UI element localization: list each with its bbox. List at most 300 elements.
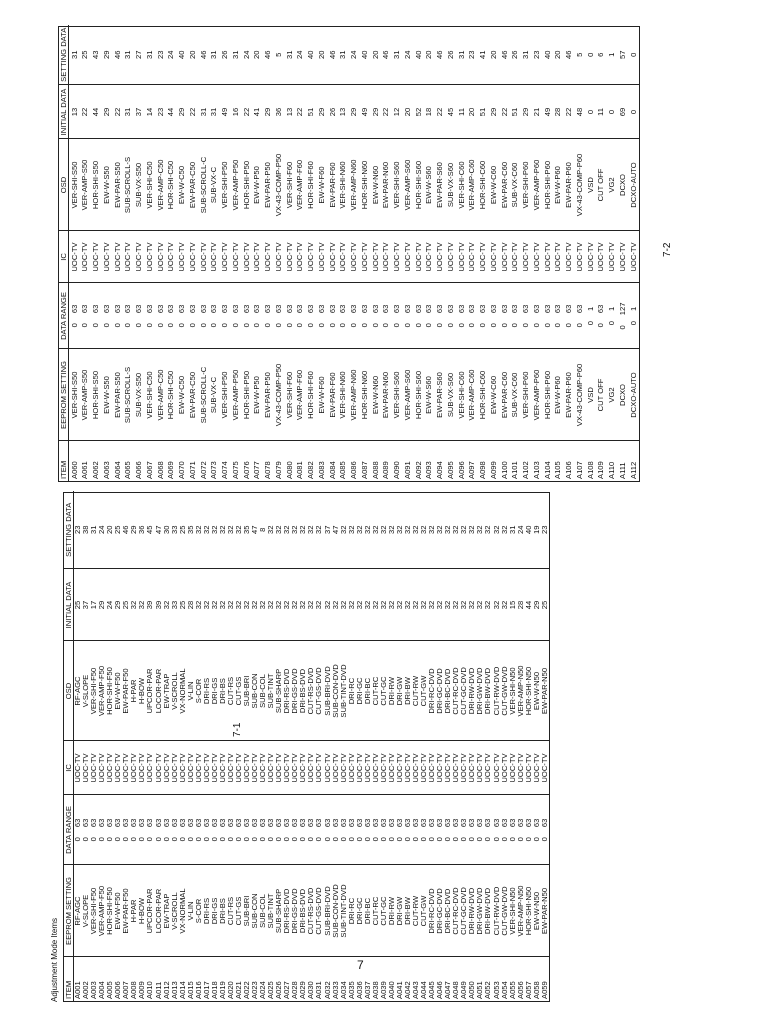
eeprom-setting-cell: SUB-TINT-DVD <box>340 865 348 957</box>
ic-cell: UOC-TV <box>187 741 195 795</box>
data-range-cell <box>252 283 263 349</box>
initial-data-cell: 22 <box>80 85 91 139</box>
ic-cell: UOC-TV <box>327 231 338 283</box>
initial-data-cell: 49 <box>220 85 231 139</box>
eeprom-setting-cell: EW-PAR-C60 <box>499 349 510 441</box>
setting-data-cell: 23 <box>531 25 542 85</box>
setting-data-cell: 32 <box>436 491 444 569</box>
setting-data-cell: 40 <box>359 25 370 85</box>
initial-data-cell: 12 <box>392 85 403 139</box>
setting-data-cell: 32 <box>388 491 396 569</box>
initial-data-cell: 32 <box>227 569 235 641</box>
osd-cell: EW-W-N50 <box>533 641 541 741</box>
osd-cell: SUB-SHARP <box>275 641 283 741</box>
ic-cell: UOC-TV <box>163 741 171 795</box>
range-max: 63 <box>359 304 369 314</box>
eeprom-setting-cell: CUT-GC-DVD <box>460 865 468 957</box>
data-range-cell <box>332 795 340 865</box>
eeprom-setting-cell: VX-43-COMP-P50 <box>273 349 284 441</box>
item-cell: A055 <box>507 981 517 999</box>
ic-cell: UOC-TV <box>259 741 267 795</box>
initial-data-cell: 37 <box>134 85 145 139</box>
item-cell: A006 <box>113 981 123 999</box>
item-cell: A084 <box>327 461 337 479</box>
initial-data-cell: 13 <box>338 85 349 139</box>
item-cell: A040 <box>386 981 396 999</box>
ic-cell: UOC-TV <box>340 741 348 795</box>
data-range-cell <box>509 795 517 865</box>
osd-cell: EW-W-P60 <box>553 139 564 231</box>
data-range-cell <box>163 795 171 865</box>
range-min: 0 <box>483 837 493 842</box>
osd-cell: SUB-BRI-DVD <box>323 641 331 741</box>
range-max: 63 <box>435 818 445 828</box>
range-min: 0 <box>234 837 243 842</box>
setting-data-cell: 32 <box>452 491 460 569</box>
range-max: 63 <box>306 818 316 828</box>
osd-cell: DRI-BW <box>404 641 412 741</box>
data-range-cell <box>541 795 549 865</box>
ic-cell: UOC-TV <box>263 231 274 283</box>
initial-data-cell: 28 <box>553 85 564 139</box>
table-row <box>284 25 295 481</box>
data-range-cell <box>380 795 388 865</box>
osd-cell: VER-AMP-F60 <box>295 139 306 231</box>
data-range-cell <box>500 795 508 865</box>
item-cell: A012 <box>161 981 171 999</box>
setting-data-cell: 31 <box>69 25 80 85</box>
data-range-cell <box>521 283 532 349</box>
table-row <box>144 25 155 481</box>
osd-cell: VX-NORMAL <box>179 641 187 741</box>
ic-cell: UOC-TV <box>323 741 331 795</box>
initial-data-cell: 32 <box>468 569 476 641</box>
ic-cell: UOC-TV <box>553 231 564 283</box>
eeprom-setting-cell: VER-SHI-P60 <box>521 349 532 441</box>
setting-data-cell: 40 <box>413 25 424 85</box>
item-cell: A064 <box>112 461 122 479</box>
eeprom-setting-cell: CUT-RW-DVD <box>492 865 500 957</box>
data-range-cell <box>251 795 259 865</box>
data-range-cell <box>171 795 179 865</box>
range-max: 63 <box>354 818 364 828</box>
osd-cell: EW-W-C50 <box>177 139 188 231</box>
data-range-cell <box>340 795 348 865</box>
ic-cell: UOC-TV <box>275 741 283 795</box>
item-cell: A002 <box>81 981 91 999</box>
initial-data-cell: 39 <box>146 569 154 641</box>
item-cell: A045 <box>427 981 437 999</box>
data-range-cell <box>356 795 364 865</box>
setting-data-cell: 29 <box>101 25 112 85</box>
item-cell: A028 <box>290 981 300 999</box>
ic-cell: UOC-TV <box>138 741 146 795</box>
initial-data-cell: 48 <box>574 85 585 139</box>
range-max: 63 <box>370 304 380 314</box>
data-range-cell <box>370 283 381 349</box>
initial-data-cell: 22 <box>499 85 510 139</box>
range-max: 63 <box>443 818 453 828</box>
initial-data-cell: 29 <box>101 85 112 139</box>
osd-cell: VER-AMP-P50 <box>230 139 241 231</box>
ic-cell: UOC-TV <box>445 231 456 283</box>
range-min: 0 <box>370 837 380 842</box>
setting-data-cell: 57 <box>617 25 628 85</box>
osd-cell: DRI-BS <box>219 641 227 741</box>
item-cell: A111 <box>617 462 627 479</box>
table-row <box>617 25 628 481</box>
setting-data-cell: 0 <box>585 25 596 85</box>
item-cell: A066 <box>134 461 144 479</box>
initial-data-cell: 51 <box>510 85 521 139</box>
osd-cell: SUB-VX-C60 <box>510 139 521 231</box>
data-range-cell <box>531 283 542 349</box>
range-min: 0 <box>306 837 316 842</box>
range-max: 63 <box>161 818 171 828</box>
initial-data-cell: 31 <box>123 85 134 139</box>
osd-cell: EW-PAR-F60 <box>327 139 338 231</box>
osd-cell: HOR-SHI-P50 <box>241 139 252 231</box>
range-max: 63 <box>177 818 187 828</box>
ic-cell: UOC-TV <box>211 741 219 795</box>
range-min: 0 <box>424 323 434 328</box>
range-min: 0 <box>359 323 369 328</box>
setting-data-cell: 46 <box>499 25 510 85</box>
range-min: 0 <box>542 323 552 328</box>
column-header: OSD <box>59 139 69 231</box>
table-row <box>123 25 134 481</box>
table-row <box>134 25 145 481</box>
ic-cell: UOC-TV <box>392 231 403 283</box>
table-row <box>211 491 219 1001</box>
eeprom-setting-cell: V-SCROLL <box>171 865 179 957</box>
osd-cell: HOR-SHI-N50 <box>525 641 533 741</box>
item-cell: A010 <box>145 981 155 999</box>
range-max: 63 <box>105 818 115 828</box>
setting-data-cell: 32 <box>299 491 307 569</box>
range-max: 63 <box>378 818 388 828</box>
ic-cell: UOC-TV <box>235 741 243 795</box>
column-header: OSD <box>64 641 74 741</box>
initial-data-cell: 32 <box>211 569 219 641</box>
range-max: 63 <box>531 304 541 314</box>
item-cell: A039 <box>378 981 388 999</box>
column-header: SETTING DATA <box>59 25 69 85</box>
range-min: 0 <box>242 837 252 842</box>
ic-cell: UOC-TV <box>166 231 177 283</box>
range-min: 0 <box>258 837 268 842</box>
setting-data-cell: 20 <box>424 25 435 85</box>
range-max: 63 <box>411 818 421 828</box>
eeprom-setting-cell: DRI-RW <box>388 865 396 957</box>
data-range-cell <box>267 795 275 865</box>
ic-cell: UOC-TV <box>628 231 639 283</box>
ic-cell: UOC-TV <box>284 231 295 283</box>
setting-data-cell: 24 <box>402 25 413 85</box>
ic-cell: UOC-TV <box>295 231 306 283</box>
item-cell: A029 <box>298 981 308 999</box>
osd-cell: DRI-BS-DVD <box>299 641 307 741</box>
setting-data-cell: 40 <box>306 25 317 85</box>
item-cell: A065 <box>123 461 133 479</box>
initial-data-cell: 22 <box>381 85 392 139</box>
initial-data-cell: 45 <box>445 85 456 139</box>
data-range-cell <box>166 283 177 349</box>
item-cell: A043 <box>411 981 421 999</box>
item-cell: A069 <box>166 461 176 479</box>
range-min: 0 <box>225 837 235 842</box>
setting-data-cell: 31 <box>123 25 134 85</box>
osd-cell: VER-AMP-F50 <box>98 641 106 741</box>
osd-cell: VER-AMP-S50 <box>80 139 91 231</box>
table-row <box>122 491 130 1001</box>
ic-cell: UOC-TV <box>402 231 413 283</box>
ic-cell: UOC-TV <box>356 741 364 795</box>
range-max: 63 <box>491 818 501 828</box>
range-min: 0 <box>81 837 91 842</box>
item-cell: A005 <box>105 981 115 999</box>
range-min: 0 <box>370 323 380 328</box>
initial-data-cell: 32 <box>492 569 500 641</box>
range-max: 63 <box>266 818 276 828</box>
setting-data-cell: 26 <box>510 25 521 85</box>
initial-data-cell: 32 <box>364 569 372 641</box>
initial-data-cell: 13 <box>284 85 295 139</box>
setting-data-cell: 32 <box>267 491 275 569</box>
ic-cell: UOC-TV <box>209 231 220 283</box>
data-range-cell <box>315 795 323 865</box>
item-cell: A092 <box>413 461 423 479</box>
ic-cell: UOC-TV <box>306 231 317 283</box>
data-range-cell <box>91 283 102 349</box>
ic-cell: UOC-TV <box>251 741 259 795</box>
eeprom-setting-cell: UPCOR-PAR <box>146 865 154 957</box>
initial-data-cell: 16 <box>230 85 241 139</box>
item-cell: A007 <box>121 981 131 999</box>
initial-data-cell: 32 <box>130 569 138 641</box>
initial-data-cell: 22 <box>187 85 198 139</box>
range-min: 0 <box>435 323 445 328</box>
range-max: 63 <box>564 304 574 314</box>
data-range-cell <box>444 795 452 865</box>
data-range-cell <box>106 795 114 865</box>
setting-data-cell: 35 <box>243 491 251 569</box>
data-range-cell <box>460 795 468 865</box>
range-max: 63 <box>467 818 477 828</box>
initial-data-cell: 32 <box>323 569 331 641</box>
eeprom-setting-cell: CUT-RW <box>412 865 420 957</box>
ic-cell: UOC-TV <box>564 231 575 283</box>
range-min: 0 <box>209 837 219 842</box>
range-max: 63 <box>242 818 252 828</box>
range-max: 63 <box>145 818 155 828</box>
range-min: 0 <box>523 837 533 842</box>
range-min: 0 <box>507 837 517 842</box>
range-min: 0 <box>394 837 404 842</box>
data-range-cell <box>144 283 155 349</box>
range-min: 0 <box>510 323 520 328</box>
range-max: 63 <box>258 818 268 828</box>
setting-data-cell: 1 <box>607 25 618 85</box>
osd-cell: CUT-RC-DVD <box>452 641 460 741</box>
item-cell: A021 <box>234 981 243 999</box>
item-cell: A063 <box>101 461 111 479</box>
range-max: 63 <box>201 818 211 828</box>
initial-data-cell: 29 <box>316 85 327 139</box>
osd-cell: V-SCROLL <box>171 641 179 741</box>
osd-cell: EW-PAR-C60 <box>499 139 510 231</box>
osd-cell: CUT-GW-DVD <box>500 641 508 741</box>
eeprom-setting-cell: HOR-SHI-N50 <box>525 865 533 957</box>
item-cell: A048 <box>451 981 461 999</box>
item-cell: A034 <box>338 981 348 999</box>
osd-cell: DCXO-AUTO <box>628 139 639 231</box>
page-label-right: 7-2 <box>662 242 673 257</box>
setting-data-cell: 32 <box>211 491 219 569</box>
setting-data-cell: 32 <box>428 491 436 569</box>
range-min: 0 <box>112 323 122 328</box>
range-min: 0 <box>539 837 549 842</box>
initial-data-cell: 22 <box>435 85 446 139</box>
adjustment-table-right <box>58 26 640 482</box>
osd-cell: VG2 <box>607 139 618 231</box>
data-range-cell <box>299 795 307 865</box>
range-max: 63 <box>209 304 219 314</box>
data-range-cell <box>492 795 500 865</box>
data-range-cell <box>424 283 435 349</box>
ic-cell: UOC-TV <box>91 231 102 283</box>
data-range-cell <box>476 795 484 865</box>
eeprom-setting-cell: DRI-RS-DVD <box>283 865 291 957</box>
item-cell: A081 <box>295 461 305 479</box>
range-max: 63 <box>488 304 498 314</box>
eeprom-setting-cell: EW-W-F60 <box>316 349 327 441</box>
eeprom-setting-cell: EW-PAR-P50 <box>263 349 274 441</box>
eeprom-setting-cell: DRI-BS <box>219 865 227 957</box>
column-header: DATA RANGE <box>64 795 74 865</box>
range-max: 63 <box>451 818 461 828</box>
initial-data-cell: 18 <box>424 85 435 139</box>
range-max: 63 <box>250 818 260 828</box>
eeprom-setting-cell: EW-W-N50 <box>533 865 541 957</box>
initial-data-cell: 32 <box>299 569 307 641</box>
range-max: 63 <box>542 304 552 314</box>
item-cell: A098 <box>478 461 488 479</box>
osd-cell: EW-PAR-C50 <box>187 139 198 231</box>
item-cell: A109 <box>596 461 606 479</box>
eeprom-setting-cell: SUB-SCROLL-S <box>123 349 134 441</box>
data-range-cell <box>327 283 338 349</box>
item-cell: A031 <box>314 981 324 999</box>
table-row <box>209 25 220 481</box>
column-header: DATA RANGE <box>59 283 69 349</box>
osd-cell: EW-PAR-N50 <box>541 641 549 741</box>
range-min: 0 <box>252 323 262 328</box>
item-cell: A076 <box>241 461 251 479</box>
osd-cell: EW-W-F50 <box>114 641 122 741</box>
setting-data-cell: 23 <box>467 25 478 85</box>
initial-data-cell: 44 <box>525 569 533 641</box>
data-range-cell <box>74 795 83 865</box>
eeprom-setting-cell: RF-AGC <box>74 865 83 957</box>
range-min: 0 <box>574 323 584 328</box>
data-range-cell <box>628 283 639 349</box>
range-min: 0 <box>134 323 144 328</box>
item-cell: A042 <box>402 981 412 999</box>
osd-cell: H-PAR <box>130 641 138 741</box>
data-range-cell <box>468 795 476 865</box>
initial-data-cell: 29 <box>177 85 188 139</box>
eeprom-setting-cell: V-SLOPE <box>82 865 90 957</box>
initial-data-cell: 32 <box>163 569 171 641</box>
eeprom-setting-cell: EW-PAR-C50 <box>187 349 198 441</box>
osd-cell: VER-SHI-N60 <box>338 139 349 231</box>
range-max: 63 <box>402 304 412 314</box>
table-row <box>263 25 274 481</box>
osd-cell: H-BOW <box>138 641 146 741</box>
osd-cell: VER-AMP-C50 <box>155 139 166 231</box>
setting-data-cell: 31 <box>521 25 532 85</box>
eeprom-setting-cell: SUB-VX-S50 <box>134 349 145 441</box>
eeprom-setting-cell: VER-AMP-S60 <box>402 349 413 441</box>
item-cell: A096 <box>456 461 466 479</box>
eeprom-setting-cell: VER-SHI-S60 <box>392 349 403 441</box>
eeprom-setting-cell: SUB-VX-S60 <box>445 349 456 441</box>
initial-data-cell: 44 <box>91 85 102 139</box>
range-max: 63 <box>274 818 284 828</box>
range-max: 63 <box>523 818 533 828</box>
osd-cell: DRI-GC-DVD <box>436 641 444 741</box>
eeprom-setting-cell: VER-AMP-N60 <box>349 349 360 441</box>
eeprom-setting-cell: EW-W-C60 <box>488 349 499 441</box>
data-range-cell <box>263 283 274 349</box>
range-min: 0 <box>129 837 139 842</box>
ic-cell: UOC-TV <box>338 231 349 283</box>
initial-data-cell: 23 <box>155 85 166 139</box>
data-range-cell <box>402 283 413 349</box>
initial-data-cell: 32 <box>412 569 420 641</box>
item-cell: A017 <box>201 981 211 999</box>
range-min: 0 <box>121 837 131 842</box>
range-min: 0 <box>413 323 423 328</box>
osd-cell: HOR-SHI-P60 <box>542 139 553 231</box>
data-range-cell <box>203 795 211 865</box>
ic-cell: UOC-TV <box>252 231 263 283</box>
range-max: 63 <box>370 818 380 828</box>
osd-cell: CUT-GC <box>380 641 388 741</box>
initial-data-cell: 52 <box>413 85 424 139</box>
table-row <box>166 25 177 481</box>
eeprom-setting-cell: CUT-RC-DVD <box>452 865 460 957</box>
eeprom-setting-cell: DRI-RW-DVD <box>468 865 476 957</box>
range-min: 0 <box>273 323 283 328</box>
ic-cell: UOC-TV <box>195 741 203 795</box>
column-header: EEPROM SETTING <box>59 349 69 441</box>
data-range-cell <box>607 283 618 349</box>
item-cell: A015 <box>185 981 195 999</box>
range-max: 63 <box>327 304 337 314</box>
osd-cell: EW-W-S60 <box>424 139 435 231</box>
table-row <box>628 25 639 481</box>
eeprom-setting-cell: HOR-SHI-S50 <box>91 349 102 441</box>
eeprom-setting-cell: VER-SHI-C60 <box>456 349 467 441</box>
initial-data-cell: 0 <box>585 85 596 139</box>
eeprom-setting-cell: CUT-RC <box>372 865 380 957</box>
ic-cell: UOC-TV <box>220 231 231 283</box>
table-row <box>80 25 91 481</box>
range-max: 63 <box>101 304 111 314</box>
item-cell: A107 <box>574 461 584 479</box>
